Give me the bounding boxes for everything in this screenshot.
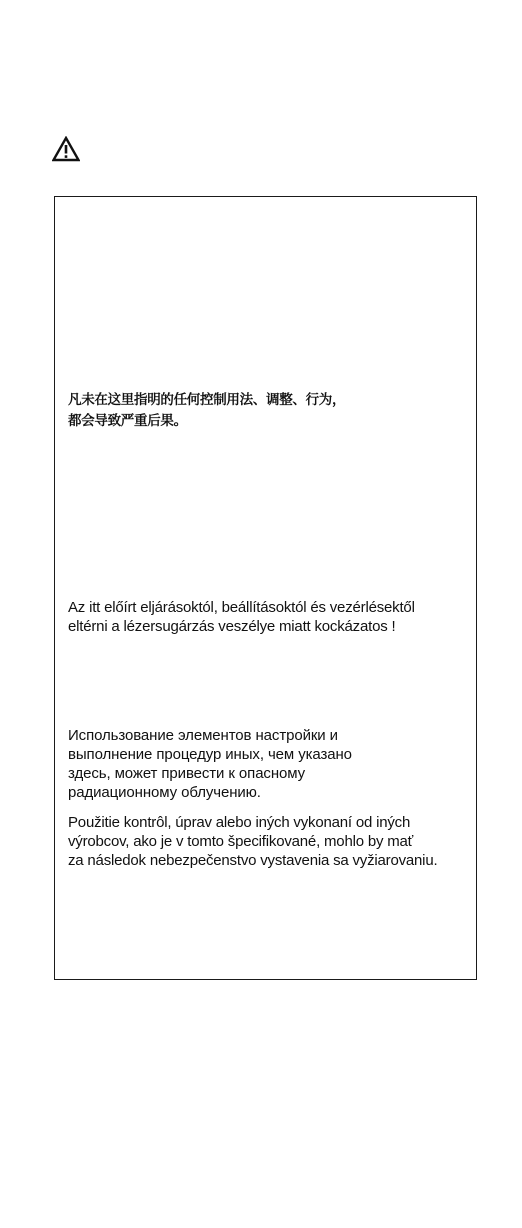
hungarian-warning-text — [68, 598, 415, 636]
russian-warning-line: выполнение процедур иных, чем указано — [68, 746, 352, 763]
chinese-warning-line: 凡未在这里指明的任何控制用法、调整、行为， — [68, 392, 346, 408]
slovak-warning-text — [68, 813, 437, 870]
laser-warning-notice-box — [54, 196, 477, 980]
hungarian-warning-line: Az itt előírt eljárásoktól, beállításoktól és vezérlésektől — [68, 599, 415, 616]
russian-warning-line: здесь, может привести к опасному — [68, 765, 306, 782]
slovak-warning-line: za následok nebezpečenstvo vystavenia sa vyžiarovaniu. — [68, 852, 438, 869]
russian-warning-line: Использование элементов настройки и — [68, 727, 338, 744]
russian-warning-text — [68, 726, 352, 802]
chinese-warning-line: 都会导致严重后果。 — [68, 413, 187, 429]
chinese-warning-text — [68, 390, 345, 432]
russian-warning-line: радиационному облучению. — [68, 784, 261, 801]
slovak-warning-line: Použitie kontrôl, úprav alebo iných vykonaní od iných — [68, 814, 411, 831]
warning-triangle-icon — [52, 136, 80, 162]
slovak-warning-line: výrobcov, ako je v tomto špecifikované, mohlo by mať — [68, 833, 414, 850]
hungarian-warning-line: eltérni a lézersugárzás veszélye miatt kockázatos ! — [68, 618, 396, 635]
